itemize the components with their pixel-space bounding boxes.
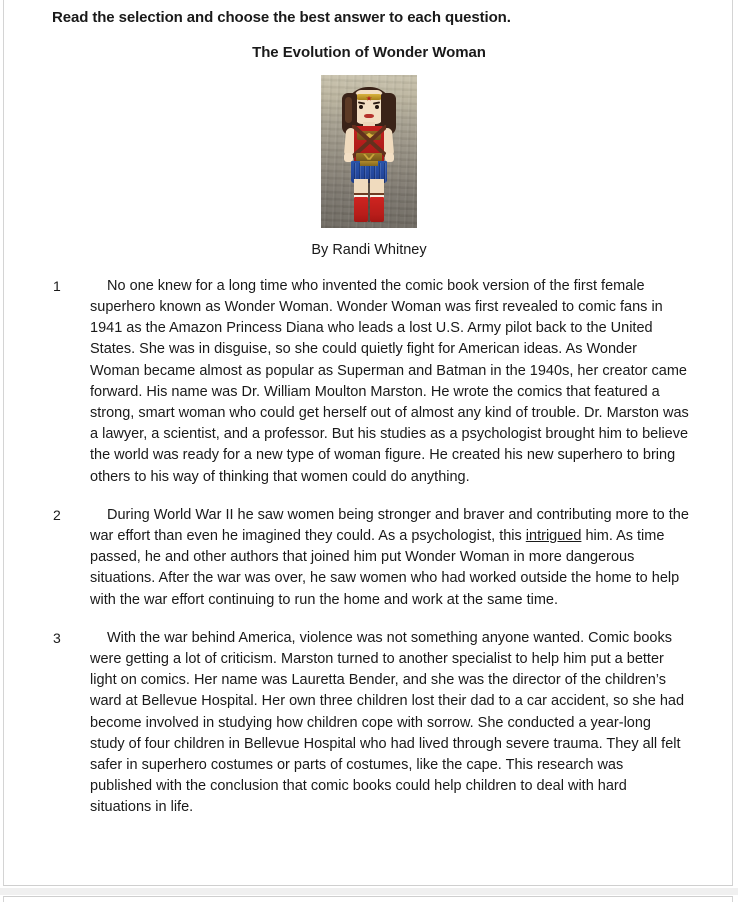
boot-left <box>354 197 368 222</box>
underlined-vocabulary-word: intrigued <box>525 527 582 544</box>
paragraph-number: 2 <box>53 506 61 523</box>
instruction-heading: Read the selection and choose the best answer to each question. <box>52 9 511 26</box>
passage-paragraph <box>49 505 689 611</box>
sheet-separator <box>0 888 738 895</box>
byline: By Randi Whitney <box>311 241 427 258</box>
article-title: The Evolution of Wonder Woman <box>252 43 486 61</box>
boot-right <box>370 197 384 222</box>
paragraph-text <box>90 278 689 485</box>
paragraph-text <box>90 630 684 816</box>
text-run: During World War II he saw women being stronger and braver and contributing more to the war effort than even he imagined they could. As a psychologist, this <box>90 506 689 544</box>
lego-wonder-woman-photo <box>321 75 417 228</box>
leg-separation <box>368 179 370 222</box>
content-column <box>49 0 689 819</box>
figure-container <box>49 75 689 228</box>
eye-right <box>375 105 379 109</box>
skirt-gold-trim <box>360 161 378 166</box>
worksheet-sheet <box>3 0 733 886</box>
minifigure <box>336 81 402 224</box>
paragraph-number: 1 <box>53 277 61 294</box>
eye-left <box>359 105 363 109</box>
lips <box>364 114 374 118</box>
text-run: him. As time passed, he and other authors that joined him put Wonder Woman in more dangerous situations. After the war was over, he saw women who had worked outside the home to help with the war effort continuing to run the home and work at the same time. <box>90 527 680 608</box>
hair-highlight <box>345 97 352 123</box>
paragraph-number: 3 <box>53 629 61 646</box>
passage-paragraph <box>49 628 689 819</box>
passage-paragraph <box>49 276 689 488</box>
text-run: No one knew for a long time who invented the comic book version of the first female superhero known as Wonder Woman. Wonder Woman was first revealed to comic fans in 1941 as the Amazon Princess Diana who leads a lost U.S. Army pilot back to the United States. She was in disguise, so she could quietly fight for American ideas. As Wonder Woman became almost as popular as Superman and Batman in the 1940s, her creator came forward. His name was Dr. William Moulton Marston. He wrote the comics that featured a strong, smart woman who could get herself out of almost any kind of trouble. Dr. Marston was a lawyer, a scientist, and a professor. But his studies as a psychologist brought him to believe the world was ready for a new type of woman figure. He created his new superhero to bring others to his way of thinking that women could do anything. <box>90 277 689 485</box>
paragraph-text <box>90 507 689 608</box>
next-sheet-top-edge <box>3 896 733 902</box>
passage-body <box>49 276 689 819</box>
text-run: With the war behind America, violence was not something anyone wanted. Comic books were getting a lot of criticism. Marston turned to another specialist to help him put a better light on comics. Her name was Lauretta Bender, and she was the director of the children’s ward at Bellevue Hospital. Her own three children lost their dad to a car accident, so she had become involved in studying how children cope with sorrow. She conducted a year-long study of four children in Bellevue Hospital who had lived through severe trauma. They all felt safer in superhero costumes or parts of costumes, like the cape. This research was published with the conclusion that comic books could help children to deal with hard situations in life. <box>90 629 685 816</box>
